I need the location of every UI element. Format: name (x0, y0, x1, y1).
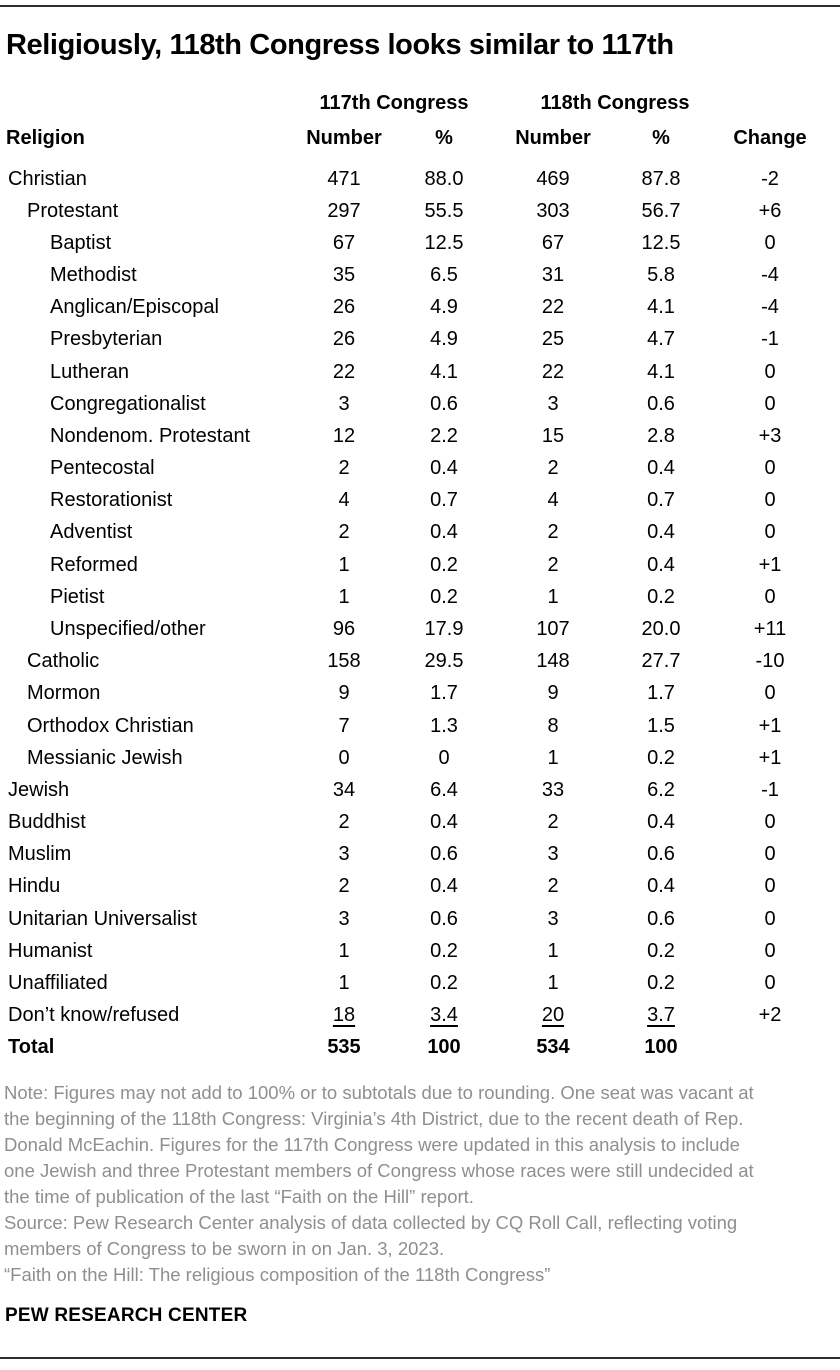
row-label: Adventist (50, 521, 133, 544)
cell-change: -1 (761, 328, 779, 351)
row-label: Don’t know/refused (8, 1004, 180, 1027)
cell-118-pct: 4.1 (647, 296, 675, 319)
cell-117-pct: 0.4 (430, 875, 458, 898)
cell-117-pct: 0.4 (430, 811, 458, 834)
cell-118-pct: 56.7 (641, 199, 681, 222)
cell-change: 0 (764, 939, 776, 962)
row-label: Reformed (50, 553, 138, 576)
source-text: members of Congress to be sworn in on Jan. 3, 2023. (4, 1238, 445, 1259)
chart-title: Religiously, 118th Congress looks similar to 117th (6, 29, 674, 61)
row-label: Congregationalist (50, 392, 206, 415)
cell-117-number: 96 (332, 617, 356, 640)
cell-117-pct: 0.2 (430, 553, 458, 576)
cell-118-pct: 0.2 (647, 971, 675, 994)
cell-117-number: 34 (332, 778, 356, 801)
cell-117-number: 1 (338, 939, 350, 962)
cell-117-number: 297 (327, 199, 361, 222)
row-label: Unaffiliated (8, 971, 108, 994)
column-header-number-117: Number (306, 127, 382, 149)
cell-117-pct: 6.4 (430, 778, 458, 801)
cell-change: 0 (764, 585, 776, 608)
cell-117-number: 67 (332, 231, 356, 254)
cell-118-pct: 1.5 (647, 714, 675, 737)
cell-change: +1 (758, 746, 782, 769)
cell-117-number: 3 (338, 843, 350, 866)
cell-117-pct: 0.7 (430, 489, 458, 512)
row-label: Total (8, 1036, 55, 1059)
table-row (0, 581, 840, 613)
cell-117-pct: 0.6 (430, 392, 458, 415)
cell-117-pct: 4.9 (430, 296, 458, 319)
table-row (0, 195, 840, 227)
cell-118-number: 3 (547, 843, 559, 866)
cell-change: +6 (758, 199, 782, 222)
cell-117-number: 535 (327, 1036, 361, 1059)
cell-change: 0 (764, 392, 776, 415)
cell-118-pct: 4.1 (647, 360, 675, 383)
cell-118-number: 1 (547, 971, 559, 994)
cell-change: 0 (764, 811, 776, 834)
column-header-number-118: Number (515, 127, 591, 149)
table-row (0, 517, 840, 549)
cell-117-number: 22 (332, 360, 356, 383)
cell-118-number: 469 (536, 167, 570, 190)
cell-117-number: 2 (338, 811, 350, 834)
table-row (0, 388, 840, 420)
cell-118-pct: 0.6 (647, 843, 675, 866)
row-label: Jewish (8, 778, 70, 801)
cell-118-number: 148 (536, 650, 570, 673)
cell-118-pct: 0.4 (647, 521, 675, 544)
cell-change: 0 (764, 875, 776, 898)
table-row (0, 613, 840, 645)
table-row (0, 453, 840, 485)
row-label: Protestant (27, 199, 119, 222)
cell-118-number: 107 (536, 617, 570, 640)
cell-117-number: 35 (332, 264, 356, 287)
note-text: the beginning of the 118th Congress: Virginia’s 4th District, due to the recent death of Rep. (4, 1108, 744, 1129)
cell-117-number: 18 (332, 1004, 356, 1027)
cell-118-pct: 4.7 (647, 328, 675, 351)
cell-117-pct: 17.9 (424, 617, 464, 640)
row-label: Lutheran (50, 360, 129, 383)
cell-change: +11 (753, 617, 787, 640)
cell-117-pct: 0.6 (430, 907, 458, 930)
table-row (0, 678, 840, 710)
cell-118-number: 33 (541, 778, 565, 801)
table-row (0, 356, 840, 388)
note-text: Note: Figures may not add to 100% or to subtotals due to rounding. One seat was vacant at (4, 1082, 754, 1103)
column-header-pct-118: % (652, 127, 670, 149)
table-row (0, 1032, 840, 1064)
cell-118-pct: 6.2 (647, 778, 675, 801)
column-header-row (0, 123, 840, 153)
table-row (0, 646, 840, 678)
cell-change: -4 (761, 264, 779, 287)
cell-118-pct: 0.4 (647, 875, 675, 898)
cell-118-pct: 27.7 (641, 650, 681, 673)
table-row (0, 485, 840, 517)
table-row (0, 324, 840, 356)
table-row (0, 227, 840, 259)
cell-118-pct: 100 (644, 1036, 678, 1059)
cell-117-number: 4 (338, 489, 350, 512)
footnotes (4, 1080, 836, 1288)
cell-change: -4 (761, 296, 779, 319)
cell-118-number: 2 (547, 553, 559, 576)
cell-118-pct: 0.2 (647, 746, 675, 769)
cell-117-number: 2 (338, 457, 350, 480)
note-text: Donald McEachin. Figures for the 117th Congress were updated in this analysis to include (4, 1134, 740, 1155)
cell-118-pct: 87.8 (641, 167, 681, 190)
cell-117-number: 1 (338, 553, 350, 576)
cell-117-pct: 0.2 (430, 939, 458, 962)
table-row (0, 967, 840, 999)
row-label: Restorationist (50, 489, 173, 512)
cell-118-pct: 0.4 (647, 457, 675, 480)
cell-118-number: 25 (541, 328, 565, 351)
cell-118-number: 22 (541, 296, 565, 319)
cell-117-number: 26 (332, 296, 356, 319)
table-row (0, 935, 840, 967)
cell-118-pct: 20.0 (641, 617, 681, 640)
cell-118-number: 1 (547, 939, 559, 962)
cell-118-number: 67 (541, 231, 565, 254)
cell-117-pct: 1.7 (430, 682, 458, 705)
cell-117-number: 7 (338, 714, 350, 737)
cell-change: 0 (764, 231, 776, 254)
table-row (0, 806, 840, 838)
table-row (0, 260, 840, 292)
table-row (0, 549, 840, 581)
row-label: Pentecostal (50, 457, 155, 480)
cell-change: +1 (758, 714, 782, 737)
row-label: Mormon (27, 682, 101, 705)
cell-118-pct: 0.7 (647, 489, 675, 512)
cell-118-pct: 3.7 (647, 1004, 675, 1027)
cell-118-pct: 0.4 (647, 553, 675, 576)
bottom-rule (0, 1357, 840, 1359)
cell-117-pct: 0.4 (430, 521, 458, 544)
row-label: Baptist (50, 231, 112, 254)
row-label: Hindu (8, 875, 61, 898)
cell-change: 0 (764, 971, 776, 994)
cell-118-pct: 0.4 (647, 811, 675, 834)
table-row (0, 871, 840, 903)
table-row (0, 903, 840, 935)
cell-117-pct: 3.4 (430, 1004, 458, 1027)
group-header-117th: 117th Congress (319, 92, 469, 114)
cell-change: +2 (758, 1004, 782, 1027)
cell-118-number: 9 (547, 682, 559, 705)
cell-change (712, 1032, 828, 1064)
cell-118-number: 22 (541, 360, 565, 383)
cell-118-number: 3 (547, 907, 559, 930)
column-header-religion: Religion (6, 127, 85, 149)
cell-117-pct: 4.9 (430, 328, 458, 351)
cell-117-number: 3 (338, 907, 350, 930)
cell-117-number: 26 (332, 328, 356, 351)
cell-117-pct: 100 (427, 1036, 461, 1059)
row-label: Nondenom. Protestant (50, 424, 251, 447)
cell-118-pct: 0.6 (647, 907, 675, 930)
cell-117-number: 12 (332, 424, 356, 447)
cell-change: 0 (764, 907, 776, 930)
row-label: Pietist (50, 585, 105, 608)
table-row (0, 710, 840, 742)
cell-change: 0 (764, 843, 776, 866)
cell-118-number: 1 (547, 585, 559, 608)
group-header-118th: 118th Congress (540, 92, 690, 114)
cell-118-number: 2 (547, 811, 559, 834)
table-row (0, 999, 840, 1031)
cell-118-pct: 0.6 (647, 392, 675, 415)
note-text: one Jewish and three Protestant members of Congress whose races were still undecided at (4, 1160, 754, 1181)
cell-117-pct: 6.5 (430, 264, 458, 287)
cell-118-number: 1 (547, 746, 559, 769)
cell-117-number: 1 (338, 971, 350, 994)
cell-118-number: 15 (541, 424, 565, 447)
cell-117-pct: 0 (438, 746, 450, 769)
cell-117-pct: 12.5 (424, 231, 464, 254)
cell-117-pct: 0.2 (430, 585, 458, 608)
cell-118-number: 2 (547, 457, 559, 480)
row-label: Buddhist (8, 811, 86, 834)
cell-change: -1 (761, 778, 779, 801)
row-label: Catholic (27, 650, 100, 673)
cell-118-pct: 5.8 (647, 264, 675, 287)
cell-118-pct: 2.8 (647, 424, 675, 447)
row-label: Humanist (8, 939, 93, 962)
table-row (0, 774, 840, 806)
cell-117-pct: 0.4 (430, 457, 458, 480)
cell-118-number: 2 (547, 875, 559, 898)
cell-117-number: 1 (338, 585, 350, 608)
row-label: Orthodox Christian (27, 714, 194, 737)
cell-117-number: 3 (338, 392, 350, 415)
row-label: Unspecified/other (50, 617, 206, 640)
cell-117-pct: 4.1 (430, 360, 458, 383)
cell-117-number: 9 (338, 682, 350, 705)
cell-118-number: 20 (541, 1004, 565, 1027)
cell-117-pct: 1.3 (430, 714, 458, 737)
table-row (0, 839, 840, 871)
cell-117-pct: 55.5 (424, 199, 464, 222)
source-text: Source: Pew Research Center analysis of data collected by CQ Roll Call, reflecting voting (4, 1212, 738, 1233)
row-label: Methodist (50, 264, 137, 287)
table-body (0, 163, 840, 1064)
table-row (0, 420, 840, 452)
cell-117-pct: 2.2 (430, 424, 458, 447)
cell-118-number: 8 (547, 714, 559, 737)
cell-117-number: 471 (327, 167, 361, 190)
column-header-pct-117: % (435, 127, 453, 149)
cell-change: -10 (755, 650, 785, 673)
group-header-row (0, 92, 840, 118)
cell-change: 0 (764, 682, 776, 705)
citation-text: “Faith on the Hill: The religious composition of the 118th Congress” (4, 1264, 551, 1285)
cell-change: +3 (758, 424, 782, 447)
cell-117-number: 158 (327, 650, 361, 673)
row-label: Unitarian Universalist (8, 907, 197, 930)
cell-change: 0 (764, 521, 776, 544)
cell-118-number: 31 (541, 264, 565, 287)
cell-change: -2 (761, 167, 779, 190)
row-label: Christian (8, 167, 87, 190)
cell-118-number: 534 (536, 1036, 570, 1059)
cell-117-number: 0 (338, 746, 350, 769)
cell-change: +1 (758, 553, 782, 576)
cell-117-pct: 0.6 (430, 843, 458, 866)
table-row (0, 742, 840, 774)
cell-change: 0 (764, 489, 776, 512)
cell-118-number: 3 (547, 392, 559, 415)
cell-118-number: 2 (547, 521, 559, 544)
cell-118-number: 4 (547, 489, 559, 512)
cell-117-number: 2 (338, 875, 350, 898)
cell-118-number: 303 (536, 199, 570, 222)
cell-117-pct: 0.2 (430, 971, 458, 994)
cell-change: 0 (764, 457, 776, 480)
note-text: the time of publication of the last “Faith on the Hill” report. (4, 1186, 474, 1207)
cell-117-pct: 29.5 (424, 650, 464, 673)
top-rule (0, 5, 840, 7)
cell-118-pct: 0.2 (647, 585, 675, 608)
row-label: Anglican/Episcopal (50, 296, 219, 319)
column-header-change: Change (733, 127, 807, 149)
pew-research-center-logo: PEW RESEARCH CENTER (5, 1305, 248, 1326)
row-label: Presbyterian (50, 328, 163, 351)
table-row (0, 292, 840, 324)
cell-117-pct: 88.0 (424, 167, 464, 190)
row-label: Muslim (8, 843, 72, 866)
table-row (0, 163, 840, 195)
cell-change: 0 (764, 360, 776, 383)
cell-118-pct: 1.7 (647, 682, 675, 705)
cell-117-number: 2 (338, 521, 350, 544)
row-label: Messianic Jewish (27, 746, 183, 769)
cell-118-pct: 0.2 (647, 939, 675, 962)
cell-118-pct: 12.5 (641, 231, 681, 254)
